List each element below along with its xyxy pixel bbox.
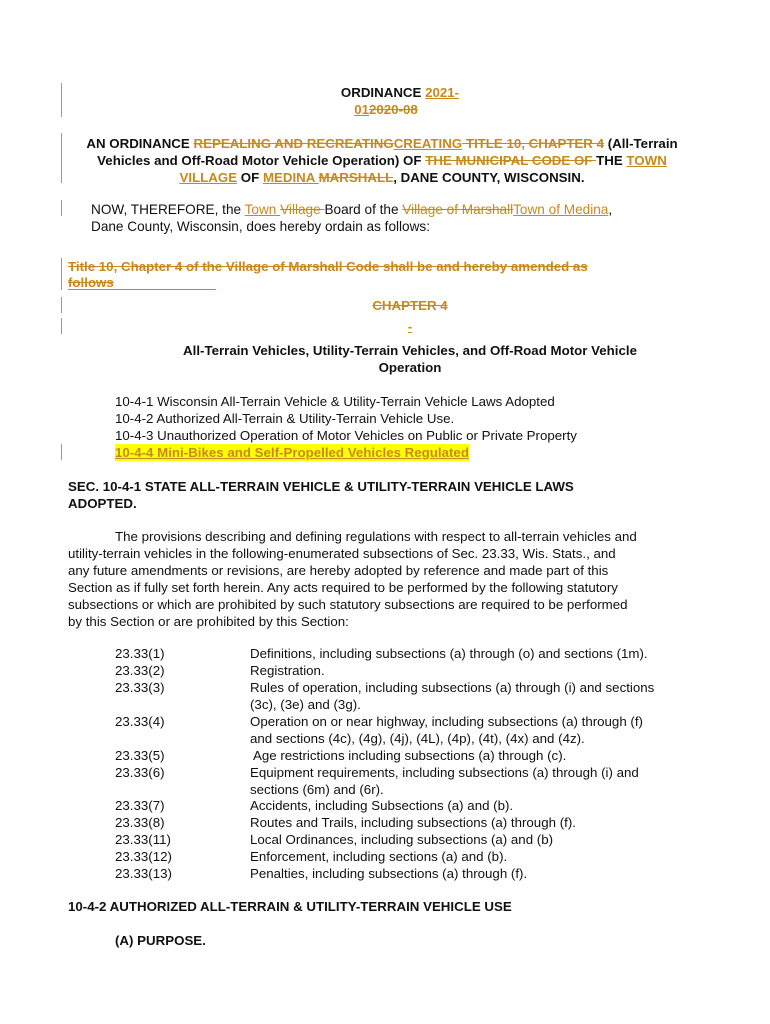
section-heading: SEC. 10-4-1 STATE ALL-TERRAIN VEHICLE & UTILITY-TERRAIN VEHICLE LAWS (68, 479, 574, 494)
paragraph-line: by this Section or are prohibited by this Section: (68, 614, 349, 629)
toc-item: 10-4-3 Unauthorized Operation of Motor Vehicles on Public or Private Property (115, 428, 577, 443)
section-heading: 10-4-2 AUTHORIZED ALL-TERRAIN & UTILITY-TERRAIN VEHICLE USE (68, 899, 512, 914)
change-bar (61, 318, 62, 334)
deleted-intro-line-1: Title 10, Chapter 4 of the Village of Marshall Code shall be and hereby amended as (68, 259, 588, 274)
subsection-heading: (A) PURPOSE. (115, 933, 206, 948)
ordinance-number-line2: 012020-08 (354, 102, 418, 117)
change-bar (61, 200, 62, 216)
paragraph-line: Section as if fully set forth herein. Any acts required to be performed by the following statutory (68, 580, 618, 595)
chapter-heading-2: Operation (378, 360, 442, 375)
change-bar (61, 258, 62, 290)
now-therefore-line-1: NOW, THEREFORE, the Town Village Board of the Village of MarshallTown of Medina, (91, 202, 613, 217)
chapter-dash: - (407, 319, 413, 334)
title-line-2: Vehicles and Off-Road Motor Vehicle Operation) OF THE MUNICIPAL CODE OF THE TOWN (97, 153, 667, 168)
title-line-1: AN ORDINANCE REPEALING AND RECREATINGCREATING TITLE 10, CHAPTER 4 (All-Terrain (86, 136, 678, 151)
paragraph-line: The provisions describing and defining regulations with respect to all-terrain vehicles and (115, 529, 637, 544)
change-bar (61, 444, 62, 460)
paragraph-line: utility-terrain vehicles in the following-enumerated subsections of Sec. 23.33, Wis. Stats., and (68, 546, 616, 561)
change-bar (61, 297, 62, 313)
paragraph-line: any future amendments or revisions, are hereby adopted by reference and made part of this (68, 563, 609, 578)
deleted-intro-line-2: follows (68, 274, 216, 290)
toc-item: 10-4-1 Wisconsin All-Terrain Vehicle & Utility-Terrain Vehicle Laws Adopted (115, 394, 555, 409)
section-heading-line-2: ADOPTED. (68, 496, 137, 511)
change-bar (61, 83, 62, 117)
title-line-3: VILLAGE OF MEDINA MARSHALL, DANE COUNTY, WISCONSIN. (179, 170, 585, 185)
now-therefore-line-2: Dane County, Wisconsin, does hereby ordain as follows: (91, 219, 431, 234)
paragraph-line: subsections or which are prohibited by such statutory subsections are required to be performed (68, 597, 628, 612)
document-page: ORDINANCE 2021- 012020-08 AN ORDINANCE REPEALING AND RECREATINGCREATING TITLE 10, CHAPTER 4 (All-Terrain Vehicles and Off-Road Motor Vehicle Operation) OF THE MUNICIPAL CODE OF THE TOWN VILLAGE OF MEDINA MARSHALL, DANE COUNTY, WISCONSIN. NOW, THEREFORE, the Town Village Board of the Village of MarshallTown of Medina, Dane County, Wisconsin, does hereby ordain as follows: Title 10, Chapter 4 of the Village of Marshall Code shall be and hereby amended as follows CHAPTER 4 - All-Terrain Vehicles, Utility-Terrain Vehicles, and Off-Road Motor Vehicle Operation 10-4-1 Wisconsin All-Terrain Vehicle & Utility-Terrain Vehicle Laws Adopted 10-4-2 Authorized All-Terrain & Utility-Terrain Vehicle Use. 10-4-3 Unauthorized Operation of Motor Vehicles on Public or Private Property 10-4-4 Mini-Bikes and Self-Propelled Vehicles Regulated SEC. 10-4-1 STATE ALL-TERRAIN VEHICLE & UTILITY-TERRAIN VEHICLE LAWS ADOPTED. The provisions describing and defining regulations with respect to all-terrain vehicles and utility-terrain vehicles in the following-enumerated subsections of Sec. 23.33, Wis. Stats., and any future amendments or revisions, are hereby adopted by reference and made part of this Section as if fully set forth herein. Any acts required to be performed by the following statutory subsections or which are prohibited by such statutory subsections are required to be performed by this Section or are prohibited by this Section: 23.33(1) Definitions, including subsections (a) through (o) and sections (1m). 23.33(2) Registration. 23.33(3) Rules of operation, including subsections (a) through (i) and sections (3c), (3e) and (3g). 23.33(4) Operation on or near highway, including subsections (a) through (f) and sections (4c), (4g), (4j), (4L), (4p), (4t), (4x) and (4z). 23.33(5) Age restrictions including subsections (a) through (c). 23.33(6) Equipment requirements, including subsections (a) through (i) and sections (6m) and (6r). 23.33(7) Accidents, including Subsections (a) and (b). 23.33(8) Routes and Trails, including subsections (a) through (f). 23.33(11) Local Ordinances, including subsections (a) and (b) 23.33(12) Enforcement, including sections (a) and (b). 23.33(13) Penalties, including subsections (a) through (f). 10-4-2 AUTHORIZED ALL-TERRAIN & UTILITY-TERRAIN VEHICLE USE (A) PURPOSE. (0, 0, 770, 1024)
chapter-heading-1: All-Terrain Vehicles, Utility-Terrain Vehicles, and Off-Road Motor Vehicle (183, 343, 637, 358)
toc-item: 10-4-2 Authorized All-Terrain & Utility-Terrain Vehicle Use. (115, 411, 455, 426)
toc-item-inserted: 10-4-4 Mini-Bikes and Self-Propelled Vehicles Regulated (115, 445, 469, 460)
chapter-label: CHAPTER 4 (372, 298, 448, 313)
ordinance-number: ORDINANCE 2021- (340, 85, 460, 100)
